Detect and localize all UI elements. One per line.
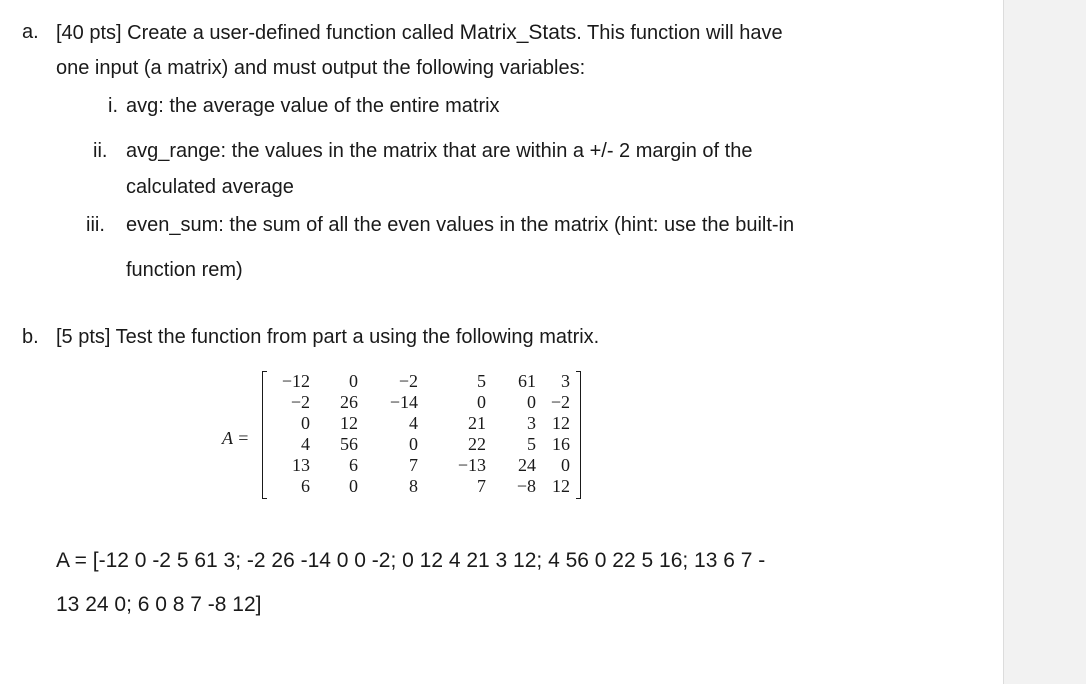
part-a-marker: a. xyxy=(22,21,39,43)
matrix-cell: 0 xyxy=(409,434,418,454)
matrix-cell: −2 xyxy=(550,392,570,412)
matrix-left-bracket xyxy=(262,371,267,499)
matrix-label: A = xyxy=(222,428,250,448)
matrix-cell: 12 xyxy=(340,413,358,433)
item-ii-marker: ii. xyxy=(93,140,108,162)
matrix-cell: 13 xyxy=(292,455,310,475)
matrix-cell: 5 xyxy=(527,434,536,454)
plain-matrix-line-1: A = [-12 0 -2 5 61 3; -2 26 -14 0 0 -2; 0 12 4 21 3 12; 4 56 0 22 5 16; 13 6 7 - xyxy=(56,549,766,572)
matrix-cell: 16 xyxy=(552,434,570,454)
matrix-cell: 3 xyxy=(527,413,536,433)
part-a-line-1 xyxy=(56,21,783,45)
item-i-marker: i. xyxy=(108,95,118,117)
matrix-cell: 0 xyxy=(349,476,358,496)
matrix-cell: −8 xyxy=(516,476,536,496)
item-iii-text-1: even_sum: the sum of all the even values in the matrix (hint: use the built-in xyxy=(126,214,795,236)
matrix-cell: 61 xyxy=(518,371,536,391)
function-name: Matrix_Stats xyxy=(459,21,577,44)
side-panel xyxy=(1003,0,1086,684)
part-a-line-1-post: . This function will have xyxy=(576,22,783,44)
item-iii-text-2: function rem) xyxy=(126,259,243,281)
item-iii-marker: iii. xyxy=(86,214,105,236)
matrix-equation xyxy=(218,368,598,500)
matrix-cell: 7 xyxy=(409,455,418,475)
matrix-cell: 24 xyxy=(518,455,536,475)
matrix-cell: 0 xyxy=(477,392,486,412)
matrix-cell: −14 xyxy=(389,392,418,412)
matrix-cell: 12 xyxy=(552,413,570,433)
matrix-cell: −2 xyxy=(290,392,310,412)
matrix-cell: 0 xyxy=(301,413,310,433)
matrix-cell: 8 xyxy=(409,476,418,496)
part-a-line-2: one input (a matrix) and must output the following variables: xyxy=(56,57,586,79)
matrix-cell: 7 xyxy=(477,476,486,496)
matrix-cell: −13 xyxy=(457,455,486,475)
matrix-cell: 12 xyxy=(552,476,570,496)
part-b-marker: b. xyxy=(22,326,39,348)
matrix-cell: 0 xyxy=(349,371,358,391)
item-i-text: avg: the average value of the entire matrix xyxy=(126,95,500,117)
item-ii-text-1: avg_range: the values in the matrix that are within a +/- 2 margin of the xyxy=(126,140,753,162)
matrix-cell: 3 xyxy=(561,371,570,391)
part-a-line-1-pre: [40 pts] Create a user-defined function called xyxy=(56,22,460,44)
item-ii-text-2: calculated average xyxy=(126,176,294,198)
matrix-cell: 22 xyxy=(468,434,486,454)
matrix-cell: 5 xyxy=(477,371,486,391)
matrix-cell: 21 xyxy=(468,413,486,433)
matrix-cell: 6 xyxy=(301,476,310,496)
plain-matrix-line-2: 13 24 0; 6 0 8 7 -8 12] xyxy=(56,593,262,616)
matrix-cell: 4 xyxy=(409,413,418,433)
matrix-cell: 26 xyxy=(340,392,358,412)
matrix-cell: 0 xyxy=(561,455,570,475)
part-b-text: [5 pts] Test the function from part a using the following matrix. xyxy=(56,326,600,348)
matrix-cell: 0 xyxy=(527,392,536,412)
matrix-cell: 56 xyxy=(340,434,358,454)
matrix-right-bracket xyxy=(576,371,581,499)
matrix-cell: −2 xyxy=(398,371,418,391)
matrix-cell: 6 xyxy=(349,455,358,475)
matrix-cell: −12 xyxy=(281,371,310,391)
matrix-cell: 4 xyxy=(301,434,310,454)
